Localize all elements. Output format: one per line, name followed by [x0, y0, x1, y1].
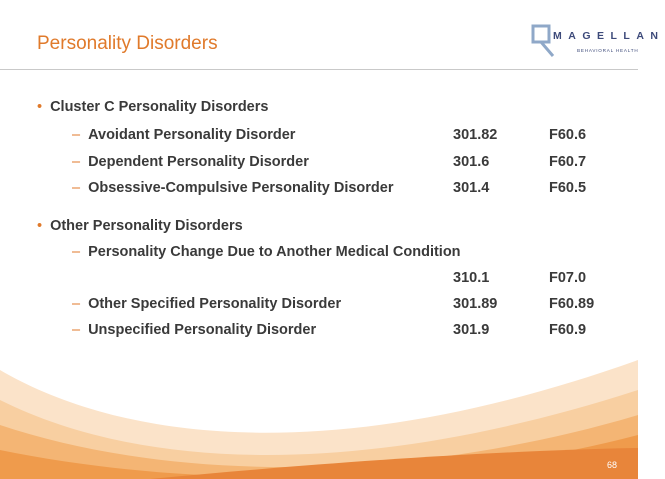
icd-code: F07.0 — [549, 270, 587, 286]
dsm-code: 301.6 — [453, 154, 490, 170]
icd-code: F60.9 — [549, 322, 587, 338]
list-item: – Dependent Personality Disorder — [72, 154, 309, 170]
dash-icon: – — [72, 322, 81, 338]
list-item: – Personality Change Due to Another Medical Condition — [72, 244, 461, 260]
list-item: – Obsessive-Compulsive Personality Disorder — [72, 180, 394, 196]
dsm-code: 301.4 — [453, 180, 490, 196]
list-item: – Avoidant Personality Disorder — [72, 127, 296, 143]
list-item: – Other Specified Personality Disorder — [72, 296, 342, 312]
dash-icon: – — [72, 244, 81, 260]
decorative-waves — [0, 330, 638, 479]
logo-subtitle: BEHAVIORAL HEALTH — [577, 48, 639, 53]
icd-code: F60.89 — [549, 296, 595, 312]
icd-code: F60.6 — [549, 127, 587, 143]
list-item: – Unspecified Personality Disorder — [72, 322, 317, 338]
icd-code: F60.5 — [549, 180, 587, 196]
dsm-code: 310.1 — [453, 270, 490, 286]
dash-icon: – — [72, 180, 81, 196]
dash-icon: – — [72, 127, 81, 143]
section-heading: • Cluster C Personality Disorders — [37, 99, 269, 115]
icd-code: F60.7 — [549, 154, 587, 170]
section-heading: • Other Personality Disorders — [37, 218, 243, 234]
slide-title: Personality Disorders — [37, 33, 218, 54]
dash-icon: – — [72, 296, 81, 312]
page-number: 68 — [607, 460, 618, 470]
dsm-code: 301.89 — [453, 296, 498, 312]
logo-wordmark: MAGELLAN — [553, 30, 665, 42]
dsm-code: 301.82 — [453, 127, 498, 143]
dsm-code: 301.9 — [453, 322, 490, 338]
dash-icon: – — [72, 154, 81, 170]
bullet-icon: • — [37, 99, 43, 115]
bullet-icon: • — [37, 218, 43, 234]
